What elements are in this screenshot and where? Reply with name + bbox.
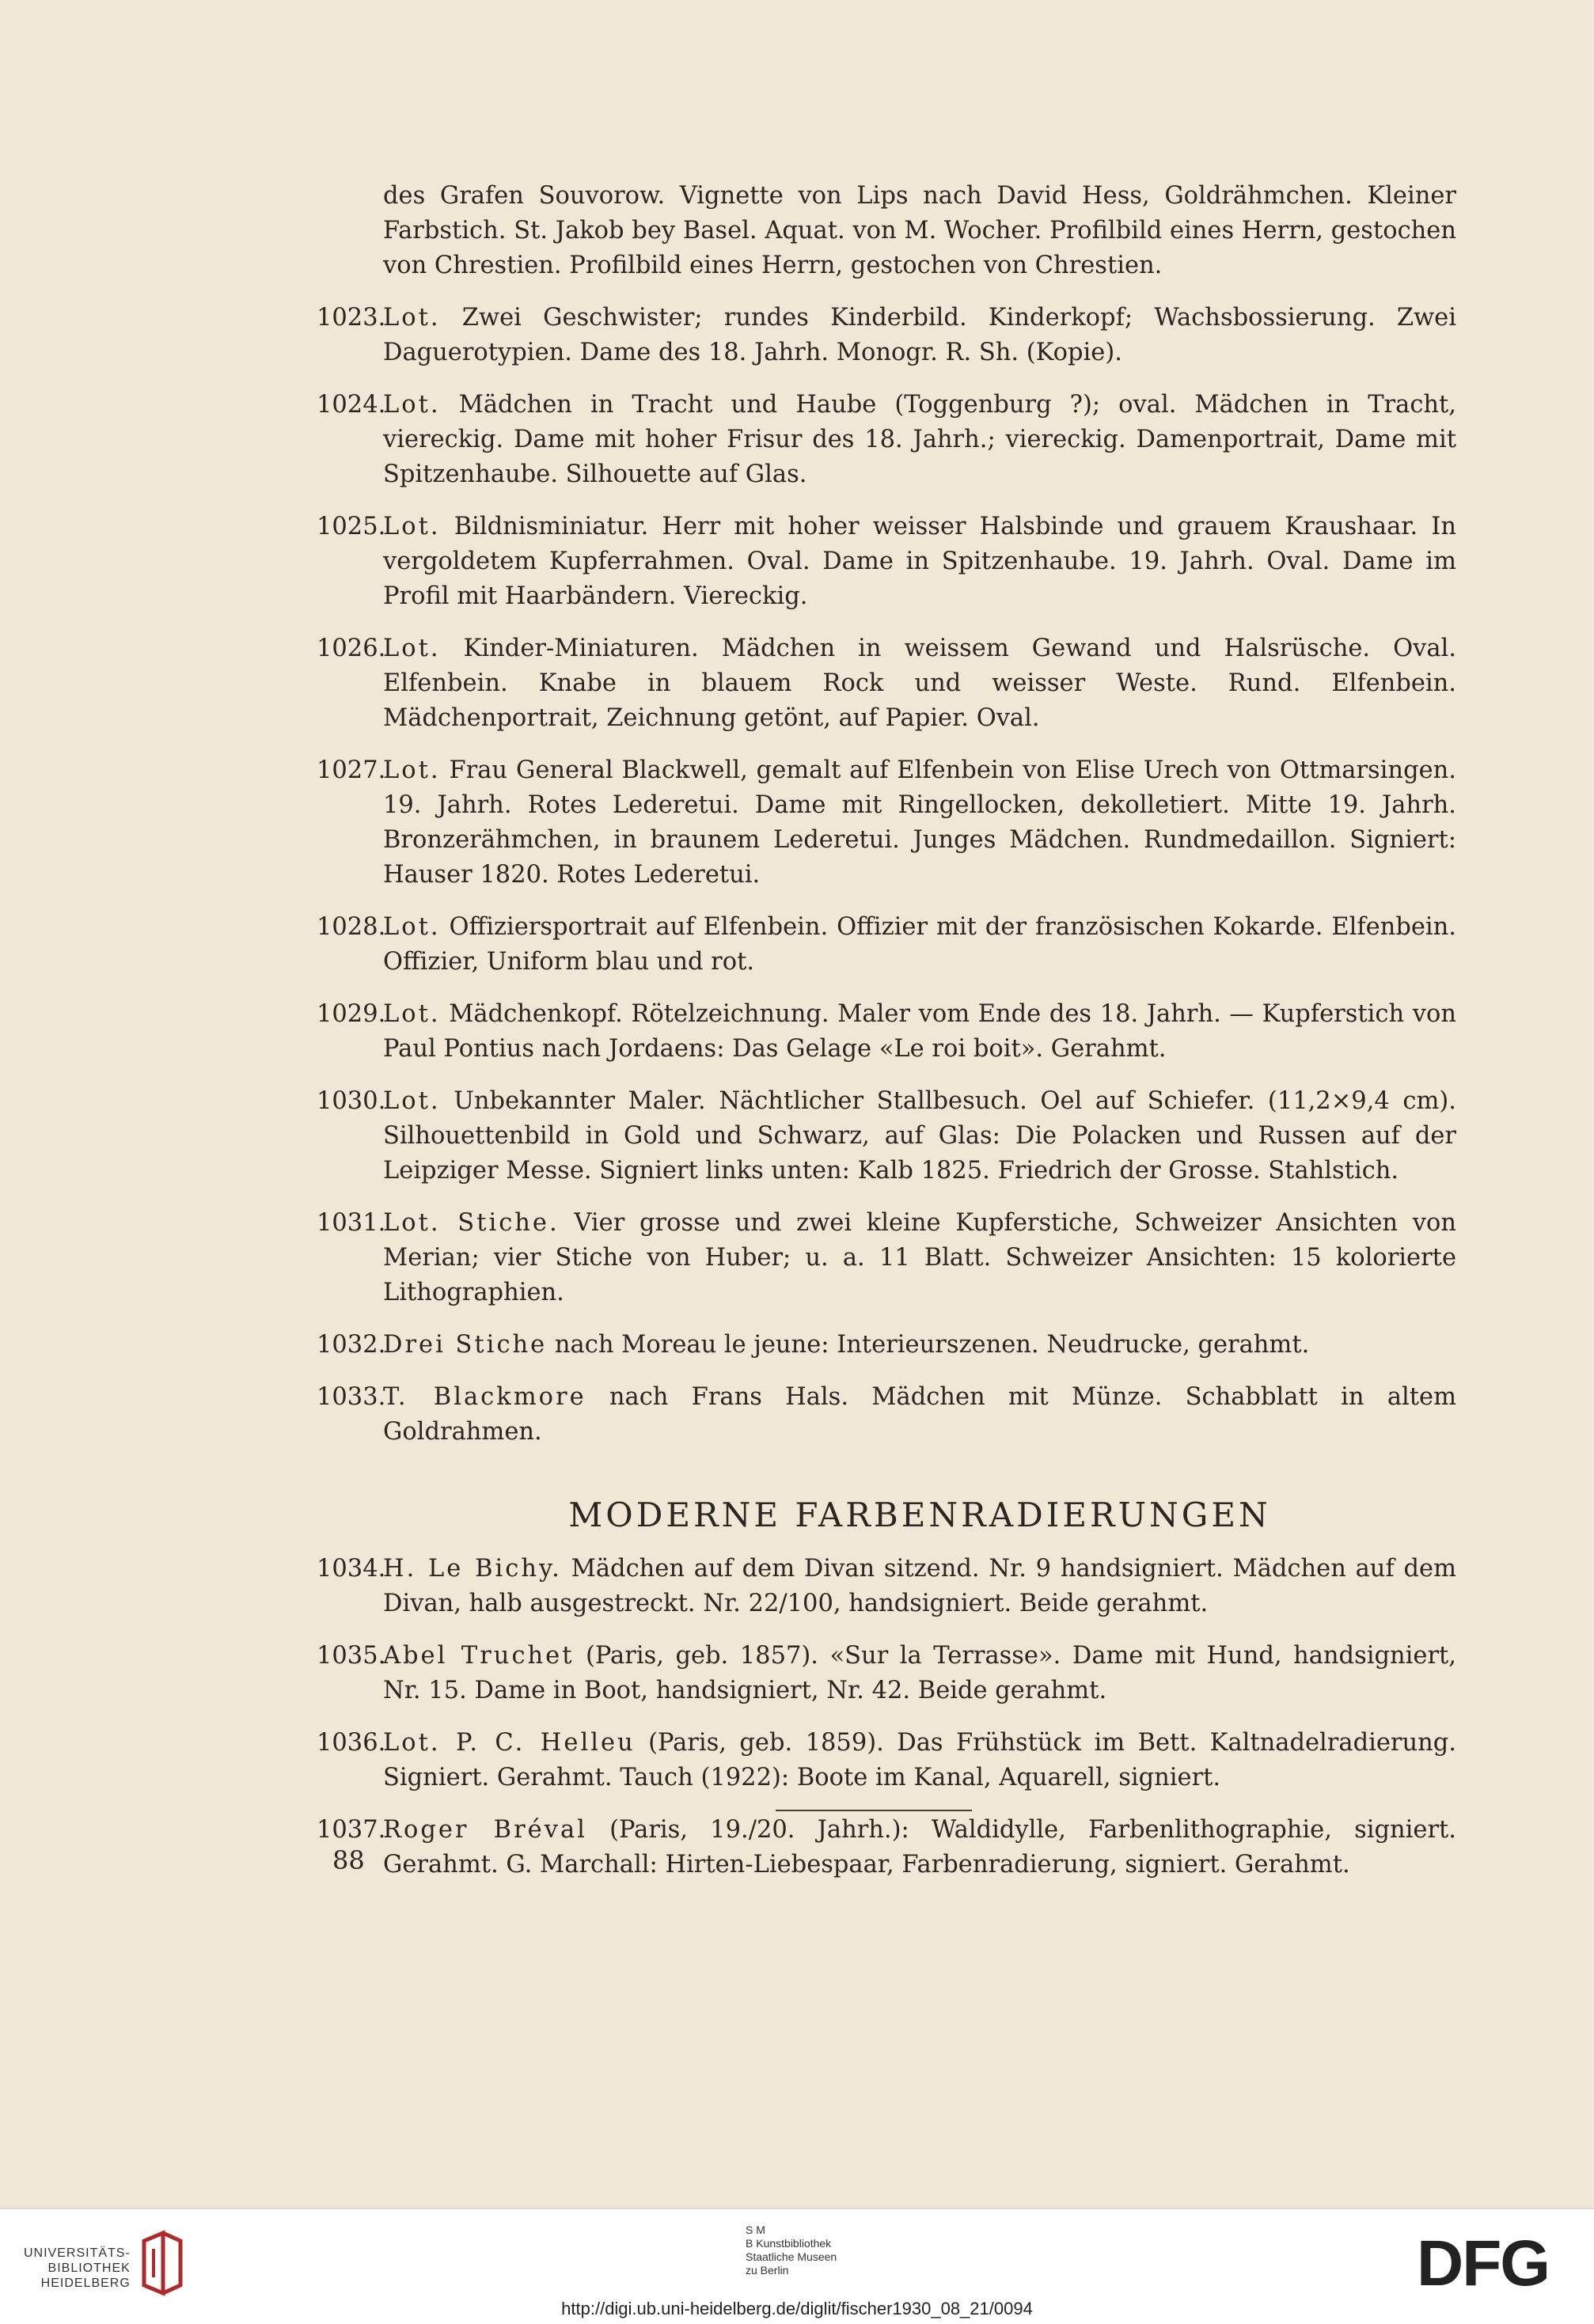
- entry-lead: Drei Stiche: [383, 1331, 548, 1359]
- entry-lead: T. Blackmore: [383, 1383, 586, 1411]
- entry-text: Frau General Blackwell, gemalt auf Elfenbein von Elise Urech von Ottmarsingen. 19. Jahrh. Rotes Lederetui. Dame mit Ringellocken, dekolletiert. Mitte 19. Jahrh. Bronzerähmchen, in braunem Lederetui. Junges Mädchen. Rundmedaillon. Signiert: Hauser 1820. Rotes Lederetui.: [383, 756, 1456, 889]
- entry-list-bottom: [317, 1552, 1456, 1882]
- library-line: HEIDELBERG: [40, 2277, 131, 2290]
- lot-number: 1031.: [317, 1209, 386, 1237]
- library-line: BIBLIOTHEK: [47, 2261, 131, 2275]
- catalog-entry: [317, 1084, 1456, 1189]
- catalog-entry: [317, 388, 1456, 492]
- entry-text: Kinder-Miniaturen. Mädchen in weissem Gewand und Halsrüsche. Oval. Elfenbein. Knabe in blauem Rock und weisser Weste. Rund. Elfenbein. Mädchenportrait, Zeichnung getönt, auf Papier. Oval.: [383, 635, 1456, 732]
- entry-lead: Lot.: [383, 391, 441, 419]
- university-library-label: [24, 2246, 131, 2291]
- catalog-entry: [317, 1552, 1456, 1621]
- paragraph-text: des Grafen Souvorow. Vignette von Lips nach David Hess, Goldrähmchen. Kleiner Farbstich. St. Jakob bey Basel. Aquat. von M. Wocher. Profilbild eines Herrn, gestochen von Chrestien. Profilbild eines Herrn, gestochen von Chrestien.: [383, 182, 1456, 279]
- lot-number: 1029.: [317, 1000, 386, 1028]
- lot-number: 1025.: [317, 513, 386, 540]
- entry-text: Mädchenkopf. Rötelzeichnung. Maler vom Ende des 18. Jahrh. — Kupferstich von Paul Pontius nach Jordaens: Das Gelage «Le roi boit». Gerahmt.: [383, 1000, 1456, 1063]
- entry-lead: Lot.: [383, 1000, 441, 1028]
- catalog-entry: [317, 1380, 1456, 1450]
- entry-text: Offiziersportrait auf Elfenbein. Offizier mit der französischen Kokarde. Elfenbein. Offizier, Uniform blau und rot.: [383, 913, 1456, 976]
- catalog-entry: [317, 997, 1456, 1067]
- sm-line: S M: [746, 2224, 765, 2236]
- entry-text: Unbekannter Maler. Nächtlicher Stallbesuch. Oel auf Schiefer. (11,2×9,4 cm). Silhouettenbild in Gold und Schwarz, auf Glas: Die Polacken und Russen auf der Leipziger Messe. Signiert links unten: Kalb 1825. Friedrich der Grosse. Stahlstich.: [383, 1087, 1456, 1185]
- entry-text: Mädchen in Tracht und Haube (Toggenburg ?); oval. Mädchen in Tracht, viereckig. Dame mit hoher Frisur des 18. Jahrh.; viereckig. Damenportrait, Dame mit Spitzenhaube. Silhouette auf Glas.: [383, 391, 1456, 488]
- lot-number: 1035.: [317, 1642, 386, 1670]
- entry-lead: Lot.: [383, 513, 441, 540]
- entry-lead: Lot.: [383, 304, 441, 332]
- catalog-entry: [317, 1206, 1456, 1310]
- sm-line: Staatliche Museen: [746, 2250, 837, 2263]
- catalog-entry: [317, 510, 1456, 614]
- entry-text: Zwei Geschwister; rundes Kinderbild. Kinderkopf; Wachsbossierung. Zwei Daguerotypien. Dame des 18. Jahrh. Monogr. R. Sh. (Kopie).: [383, 304, 1456, 366]
- lot-number: 1037.: [317, 1816, 386, 1844]
- catalog-entry: [317, 1726, 1456, 1795]
- entry-list-top: [317, 301, 1456, 1450]
- entry-text: (Paris, geb. 1859). Das Frühstück im Bett. Kaltnadelradierung. Signiert. Gerahmt. Tauch (1922): Boote im Kanal, Aquarell, signiert.: [383, 1729, 1456, 1791]
- lot-number: 1026.: [317, 635, 386, 662]
- entry-lead: Lot.: [383, 1087, 441, 1115]
- library-line: UNIVERSITÄTS-: [24, 2246, 131, 2260]
- entry-text: Vier grosse und zwei kleine Kupferstiche, Schweizer Ansichten von Merian; vier Stiche von Huber; u. a. 11 Blatt. Schweizer Ansichten: 15 kolorierte Lithographien.: [383, 1209, 1456, 1306]
- lot-number: 1033.: [317, 1383, 386, 1411]
- entry-text: (Paris, geb. 1857). «Sur la Terrasse». Dame mit Hund, handsigniert, Nr. 15. Dame in Boot, handsigniert, Nr. 42. Beide gerahmt.: [383, 1642, 1456, 1704]
- entry-text: (Paris, 19./20. Jahrh.): Waldidylle, Farbenlithographie, signiert. Gerahmt. G. Marchall: Hirten-Liebespaar, Farbenradierung, signiert. Gerahmt.: [383, 1816, 1457, 1879]
- entry-lead: Lot.: [383, 756, 441, 784]
- lot-number: 1034.: [317, 1555, 386, 1583]
- lot-number: 1036.: [317, 1729, 386, 1757]
- entry-lead: Lot.: [383, 913, 441, 941]
- lot-number: 1027.: [317, 756, 386, 784]
- catalog-entry: [317, 631, 1456, 736]
- sm-line: zu Berlin: [746, 2264, 789, 2277]
- continued-paragraph: [317, 179, 1456, 283]
- entry-text: Bildnisminiatur. Herr mit hoher weisser Halsbinde und grauem Kraushaar. In vergoldetem Kupferrahmen. Oval. Dame in Spitzenhaube. 19. Jahrh. Oval. Dame im Profil mit Haarbändern. Viereckig.: [383, 513, 1456, 610]
- sm-line: B Kunstbibliothek: [746, 2237, 832, 2250]
- entry-lead: Lot. P. C. Helleu: [383, 1729, 636, 1757]
- entry-text: nach Frans Hals. Mädchen mit Münze. Schabblatt in altem Goldrahmen.: [383, 1383, 1456, 1446]
- entry-lead: Lot.: [383, 635, 441, 662]
- entry-text: Mädchen auf dem Divan sitzend. Nr. 9 handsigniert. Mädchen auf dem Divan, halb ausgestreckt. Nr. 22/100, handsigniert. Beide gerahmt.: [383, 1555, 1456, 1617]
- catalog-entry: [317, 1639, 1456, 1708]
- catalog-entry: [317, 1813, 1456, 1882]
- source-url[interactable]: http://digi.ub.uni-heidelberg.de/diglit/fischer1930_08_21/0094: [561, 2299, 1033, 2318]
- catalog-entry: [317, 753, 1456, 893]
- entry-lead: Roger Bréval: [383, 1816, 587, 1844]
- entry-lead: H. Le Bichy.: [383, 1555, 562, 1583]
- catalog-entry: [317, 301, 1456, 370]
- university-library-logo: [139, 2230, 185, 2296]
- lot-number: 1030.: [317, 1087, 386, 1115]
- lot-number: 1032.: [317, 1331, 386, 1359]
- section-heading: MODERNE FARBENRADIERUNGEN: [568, 1496, 1271, 1534]
- catalog-text: [317, 179, 1456, 1900]
- catalog-entry: [317, 1328, 1456, 1363]
- lot-number: 1024.: [317, 391, 386, 419]
- sm-kunstbibliothek-label: [746, 2224, 837, 2277]
- catalog-entry: [317, 910, 1456, 980]
- lot-number: 1023.: [317, 304, 386, 332]
- entry-text: nach Moreau le jeune: Interieurszenen. Neudrucke, gerahmt.: [547, 1331, 1310, 1359]
- entry-lead: Abel Truchet: [383, 1642, 575, 1670]
- lot-number: 1028.: [317, 913, 386, 941]
- closing-rule: [776, 1810, 972, 1811]
- dfg-logo: DFG: [1417, 2227, 1550, 2299]
- page-number: 88: [332, 1845, 365, 1875]
- entry-lead: Lot. Stiche.: [383, 1209, 560, 1237]
